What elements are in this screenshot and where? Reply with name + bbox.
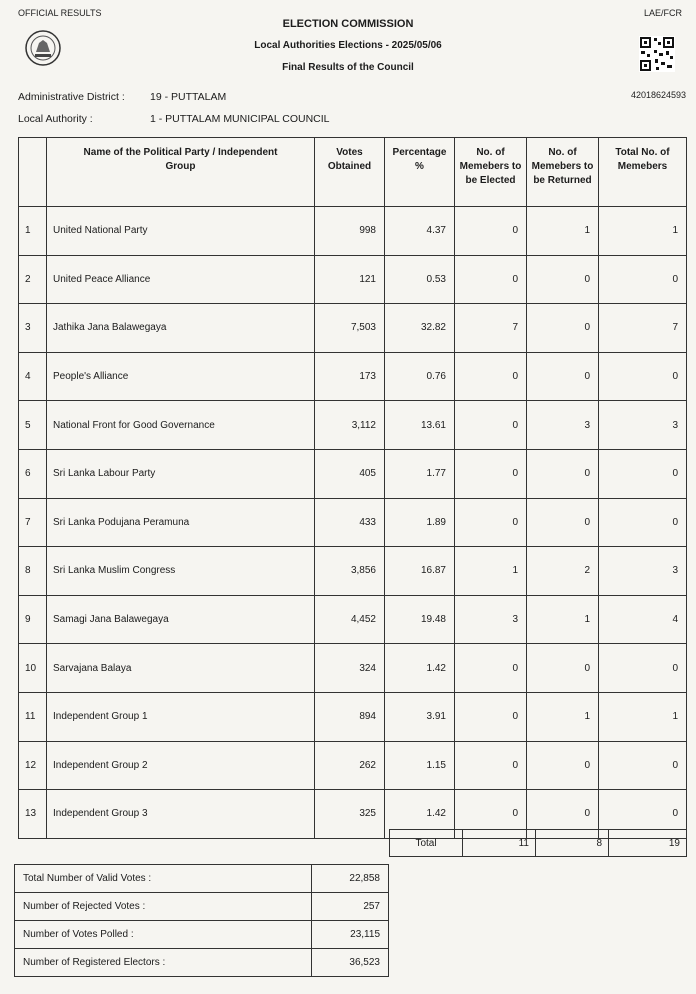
members-elected: 0 [455, 352, 527, 401]
row-index: 8 [19, 547, 47, 596]
summary-value: 22,858 [312, 865, 389, 893]
party-name: Independent Group 3 [47, 790, 315, 839]
votes-obtained: 3,112 [315, 401, 385, 450]
vote-percentage: 1.77 [385, 449, 455, 498]
vote-percentage: 1.89 [385, 498, 455, 547]
members-elected: 0 [455, 741, 527, 790]
row-index: 7 [19, 498, 47, 547]
total-members: 0 [599, 741, 687, 790]
vote-percentage: 19.48 [385, 595, 455, 644]
votes-obtained: 324 [315, 644, 385, 693]
votes-obtained: 173 [315, 352, 385, 401]
total-members: 0 [599, 255, 687, 304]
table-row [19, 498, 687, 547]
qr-code-icon [639, 36, 675, 72]
votes-obtained: 894 [315, 692, 385, 741]
members-elected: 3 [455, 595, 527, 644]
members-elected: 0 [455, 790, 527, 839]
vote-percentage: 1.42 [385, 790, 455, 839]
district-label: Administrative District : [18, 91, 125, 103]
members-returned: 1 [527, 692, 599, 741]
row-index: 13 [19, 790, 47, 839]
votes-obtained: 405 [315, 449, 385, 498]
vote-percentage: 0.76 [385, 352, 455, 401]
row-index: 9 [19, 595, 47, 644]
party-header: Name of the Political Party / Independent Group [47, 138, 315, 207]
table-row [19, 692, 687, 741]
party-name: Jathika Jana Balawegaya [47, 304, 315, 353]
row-index: 12 [19, 741, 47, 790]
totals-returned: 8 [536, 830, 609, 857]
votes-obtained: 121 [315, 255, 385, 304]
party-name: Sarvajana Balaya [47, 644, 315, 693]
summary-value: 257 [312, 893, 389, 921]
row-index: 1 [19, 207, 47, 256]
members-elected: 0 [455, 207, 527, 256]
total-members: 3 [599, 547, 687, 596]
total-members: 0 [599, 352, 687, 401]
returned-header: No. of Memebers to be Returned [527, 138, 599, 207]
members-elected: 7 [455, 304, 527, 353]
totals-row [390, 830, 687, 857]
summary-row-polled [15, 921, 389, 949]
total-members: 1 [599, 692, 687, 741]
vote-percentage: 1.42 [385, 644, 455, 693]
table-row [19, 547, 687, 596]
members-returned: 1 [527, 207, 599, 256]
members-returned: 1 [527, 595, 599, 644]
summary-label: Total Number of Valid Votes : [15, 865, 312, 893]
votes-obtained: 4,452 [315, 595, 385, 644]
members-returned: 0 [527, 304, 599, 353]
party-name: Sri Lanka Podujana Peramuna [47, 498, 315, 547]
vote-percentage: 4.37 [385, 207, 455, 256]
table-row [19, 207, 687, 256]
results-table [18, 137, 687, 839]
summary-value: 36,523 [312, 949, 389, 977]
party-name: United Peace Alliance [47, 255, 315, 304]
row-index: 11 [19, 692, 47, 741]
members-elected: 0 [455, 692, 527, 741]
members-elected: 1 [455, 547, 527, 596]
members-returned: 0 [527, 644, 599, 693]
total-members: 3 [599, 401, 687, 450]
summary-label: Number of Rejected Votes : [15, 893, 312, 921]
members-elected: 0 [455, 644, 527, 693]
row-index: 5 [19, 401, 47, 450]
party-name: Independent Group 2 [47, 741, 315, 790]
row-index: 3 [19, 304, 47, 353]
table-row [19, 304, 687, 353]
district-value: 19 - PUTTALAM [150, 91, 227, 103]
votes-obtained: 325 [315, 790, 385, 839]
row-index: 4 [19, 352, 47, 401]
party-name: National Front for Good Governance [47, 401, 315, 450]
totals-label: Total [390, 830, 463, 857]
members-returned: 0 [527, 741, 599, 790]
percentage-header: Percentage % [385, 138, 455, 207]
table-row [19, 449, 687, 498]
row-index: 6 [19, 449, 47, 498]
vote-percentage: 0.53 [385, 255, 455, 304]
members-returned: 3 [527, 401, 599, 450]
party-name: Sri Lanka Muslim Congress [47, 547, 315, 596]
votes-obtained: 3,856 [315, 547, 385, 596]
members-returned: 0 [527, 449, 599, 498]
party-name: Samagi Jana Balawegaya [47, 595, 315, 644]
total-members: 0 [599, 449, 687, 498]
table-row [19, 255, 687, 304]
final-results-title: Final Results of the Council [282, 62, 414, 73]
vote-percentage: 3.91 [385, 692, 455, 741]
total-members: 4 [599, 595, 687, 644]
totals-members: 19 [609, 830, 687, 857]
members-returned: 0 [527, 255, 599, 304]
votes-obtained: 262 [315, 741, 385, 790]
vote-percentage: 1.15 [385, 741, 455, 790]
total-members: 0 [599, 790, 687, 839]
members-returned: 0 [527, 498, 599, 547]
table-row [19, 741, 687, 790]
table-header-row [19, 138, 687, 207]
elected-header: No. of Memebers to be Elected [455, 138, 527, 207]
members-elected: 0 [455, 255, 527, 304]
members-returned: 0 [527, 790, 599, 839]
table-row [19, 595, 687, 644]
total-members: 7 [599, 304, 687, 353]
vote-percentage: 32.82 [385, 304, 455, 353]
emblem-seal-icon [23, 28, 63, 68]
authority-label: Local Authority : [18, 113, 93, 125]
totals-table [389, 829, 687, 857]
members-returned: 2 [527, 547, 599, 596]
party-name: People's Alliance [47, 352, 315, 401]
summary-label: Number of Registered Electors : [15, 949, 312, 977]
votes-obtained: 7,503 [315, 304, 385, 353]
form-code: LAE/FCR [643, 8, 682, 18]
party-name: Independent Group 1 [47, 692, 315, 741]
index-header [19, 138, 47, 207]
total-members: 0 [599, 498, 687, 547]
members-elected: 0 [455, 498, 527, 547]
members-returned: 0 [527, 352, 599, 401]
total-members: 1 [599, 207, 687, 256]
party-name: Sri Lanka Labour Party [47, 449, 315, 498]
party-name: United National Party [47, 207, 315, 256]
commission-title: ELECTION COMMISSION [282, 18, 414, 30]
members-elected: 0 [455, 401, 527, 450]
votes-obtained: 998 [315, 207, 385, 256]
summary-value: 23,115 [312, 921, 389, 949]
row-index: 10 [19, 644, 47, 693]
members-elected: 0 [455, 449, 527, 498]
summary-row-valid [15, 865, 389, 893]
table-row [19, 644, 687, 693]
authority-value: 1 - PUTTALAM MUNICIPAL COUNCIL [150, 113, 330, 125]
summary-row-registered [15, 949, 389, 977]
total-members-header: Total No. of Memebers [599, 138, 687, 207]
vote-percentage: 16.87 [385, 547, 455, 596]
table-row [19, 352, 687, 401]
document-number: 42018624593 [630, 90, 686, 100]
row-index: 2 [19, 255, 47, 304]
summary-label: Number of Votes Polled : [15, 921, 312, 949]
table-row [19, 401, 687, 450]
votes-header: Votes Obtained [315, 138, 385, 207]
election-title: Local Authorities Elections - 2025/05/06 [254, 40, 442, 51]
summary-row-rejected [15, 893, 389, 921]
official-results-label: OFFICIAL RESULTS [18, 8, 102, 18]
total-members: 0 [599, 644, 687, 693]
vote-summary-table [14, 864, 389, 977]
vote-percentage: 13.61 [385, 401, 455, 450]
totals-elected: 11 [463, 830, 536, 857]
votes-obtained: 433 [315, 498, 385, 547]
